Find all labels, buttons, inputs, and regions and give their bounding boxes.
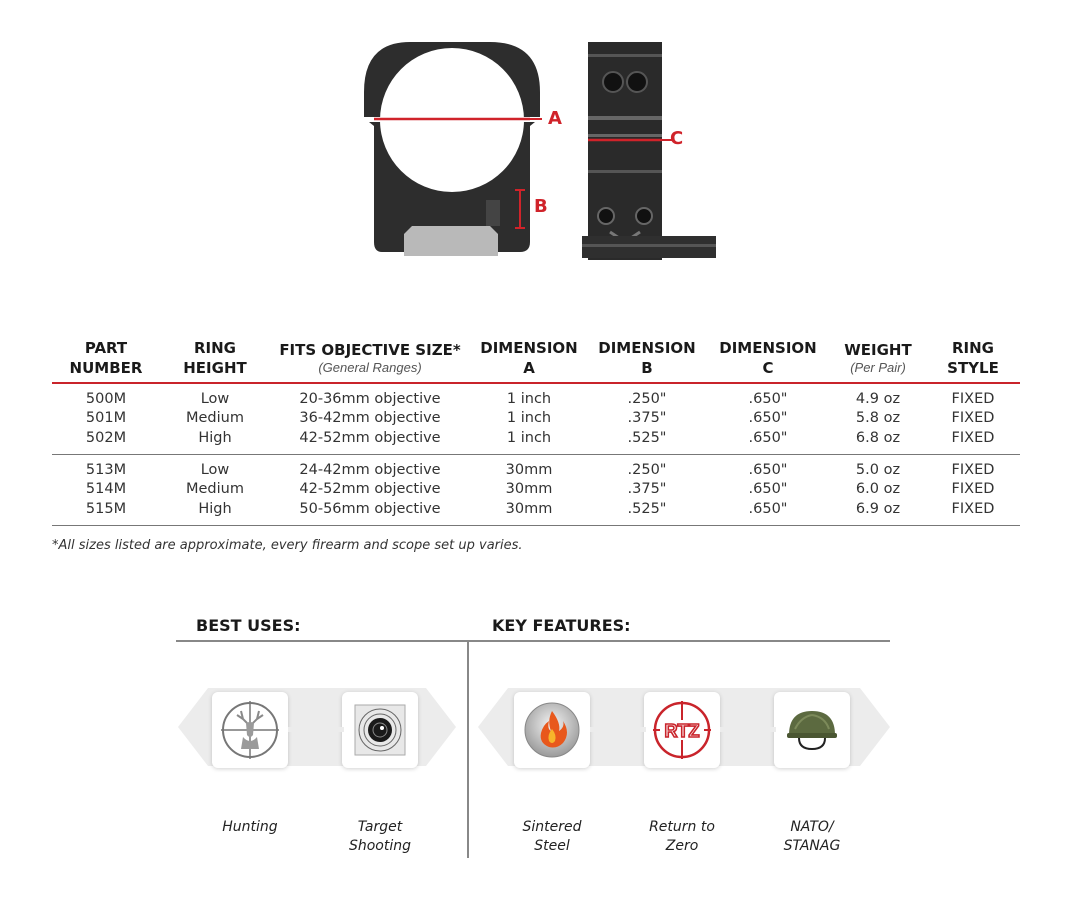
- cell-dimension-c: .650": [748, 500, 788, 517]
- cell-ring-height: High: [198, 500, 232, 517]
- table-header-row: [52, 334, 1020, 382]
- cell-dimension-a: 30mm: [505, 461, 553, 478]
- cell-dimension-b: .525": [627, 429, 667, 446]
- cell-dimension-c: .650": [748, 461, 788, 478]
- cell-objective: 42-52mm objective: [299, 429, 441, 446]
- cell-ring-height: High: [198, 429, 232, 446]
- cell-ring-style: FIXED: [951, 410, 995, 427]
- nato-stanag-tile: [774, 692, 850, 768]
- cell-part-number: 502M: [85, 429, 127, 446]
- cell-ring-height: Low: [200, 461, 230, 478]
- cell-dimension-a: 30mm: [505, 500, 553, 517]
- cell-dimension-a: 1 inch: [506, 390, 552, 407]
- table-row: [52, 409, 1020, 429]
- header-dimension-b: DIMENSION B: [598, 339, 696, 377]
- cell-dimension-a: 1 inch: [506, 410, 552, 427]
- svg-text:RTZ: RTZ: [664, 721, 700, 741]
- cell-ring-height: Low: [200, 390, 230, 407]
- cell-ring-style: FIXED: [951, 481, 995, 498]
- flame-icon: [521, 699, 583, 761]
- cell-dimension-b: .525": [627, 500, 667, 517]
- ring-front-view: [344, 42, 560, 256]
- scope-ring-drawing: [330, 30, 730, 270]
- dimension-c-label: C: [670, 128, 684, 149]
- table-group-1-inch: [52, 384, 1020, 454]
- scope-ring-diagram: [330, 30, 730, 270]
- key-features-connector-2: [720, 727, 776, 732]
- cell-dimension-b: .250": [627, 390, 667, 407]
- cell-ring-style: FIXED: [951, 461, 995, 478]
- cell-weight: 6.0 oz: [855, 481, 901, 498]
- key-features-title: KEY FEATURES:: [492, 616, 631, 635]
- nato-stanag-caption: NATO/ STANAG: [783, 819, 841, 854]
- cell-ring-style: FIXED: [951, 390, 995, 407]
- spec-table: [52, 334, 1020, 526]
- header-part-number: PART NUMBER: [69, 339, 143, 377]
- table-row: [52, 460, 1020, 480]
- cell-objective: 36-42mm objective: [299, 410, 441, 427]
- dimension-b-label: B: [534, 196, 548, 217]
- best-uses-title: BEST USES:: [196, 616, 301, 635]
- table-bottom-rule: [52, 525, 1020, 527]
- cell-part-number: 514M: [85, 481, 127, 498]
- cell-dimension-c: .650": [748, 429, 788, 446]
- cell-part-number: 500M: [85, 390, 127, 407]
- cell-dimension-a: 1 inch: [506, 429, 552, 446]
- cell-weight: 5.0 oz: [855, 461, 901, 478]
- table-row: [52, 428, 1020, 448]
- cell-ring-height: Medium: [186, 481, 244, 498]
- header-weight: WEIGHT (Per Pair): [844, 341, 912, 375]
- hunting-caption: Hunting: [222, 819, 278, 835]
- ring-side-view: [582, 42, 716, 260]
- cell-weight: 6.8 oz: [855, 429, 901, 446]
- features-rule: [176, 640, 890, 642]
- cell-ring-height: Medium: [186, 410, 244, 427]
- cell-weight: 6.9 oz: [855, 500, 901, 517]
- cell-ring-style: FIXED: [951, 429, 995, 446]
- sintered-steel-tile: [514, 692, 590, 768]
- deer-crosshair-icon: [219, 699, 281, 761]
- target-shooting-tile: [342, 692, 418, 768]
- header-ring-height: RING HEIGHT: [183, 339, 247, 377]
- hunting-tile: [212, 692, 288, 768]
- cell-objective: 50-56mm objective: [299, 500, 441, 517]
- header-dimension-c: DIMENSION C: [719, 339, 817, 377]
- cell-objective: 24-42mm objective: [299, 461, 441, 478]
- table-footnote: *All sizes listed are approximate, every firearm and scope set up varies.: [52, 538, 523, 553]
- table-row: [52, 389, 1020, 409]
- cell-weight: 4.9 oz: [855, 390, 901, 407]
- cell-dimension-c: .650": [748, 410, 788, 427]
- table-row: [52, 480, 1020, 500]
- cell-dimension-c: .650": [748, 390, 788, 407]
- header-ring-style: RING STYLE: [947, 339, 999, 377]
- cell-part-number: 513M: [85, 461, 127, 478]
- return-to-zero-tile: [644, 692, 720, 768]
- header-dimension-a: DIMENSION A: [480, 339, 578, 377]
- return-to-zero-caption: Return to Zero: [649, 819, 715, 854]
- sintered-steel-caption: Sintered Steel: [522, 819, 582, 854]
- header-fits-objective: FITS OBJECTIVE SIZE* (General Ranges): [279, 341, 461, 375]
- cell-dimension-a: 30mm: [505, 481, 553, 498]
- cell-dimension-c: .650": [748, 481, 788, 498]
- cell-dimension-b: .375": [627, 481, 667, 498]
- features-divider: [467, 640, 469, 858]
- key-features-connector-1: [590, 727, 646, 732]
- helmet-icon: [781, 699, 843, 761]
- target-icon: [349, 699, 411, 761]
- table-row: [52, 499, 1020, 519]
- target-shooting-caption: Target Shooting: [348, 819, 412, 854]
- cell-ring-style: FIXED: [951, 500, 995, 517]
- cell-dimension-b: .375": [627, 410, 667, 427]
- cell-part-number: 501M: [85, 410, 127, 427]
- dimension-a-label: A: [548, 108, 562, 129]
- cell-weight: 5.8 oz: [855, 410, 901, 427]
- table-group-30mm: [52, 455, 1020, 525]
- cell-part-number: 515M: [85, 500, 127, 517]
- rtz-crosshair-icon: [651, 699, 713, 761]
- cell-dimension-b: .250": [627, 461, 667, 478]
- cell-objective: 20-36mm objective: [299, 390, 441, 407]
- cell-objective: 42-52mm objective: [299, 481, 441, 498]
- best-uses-connector: [288, 727, 344, 732]
